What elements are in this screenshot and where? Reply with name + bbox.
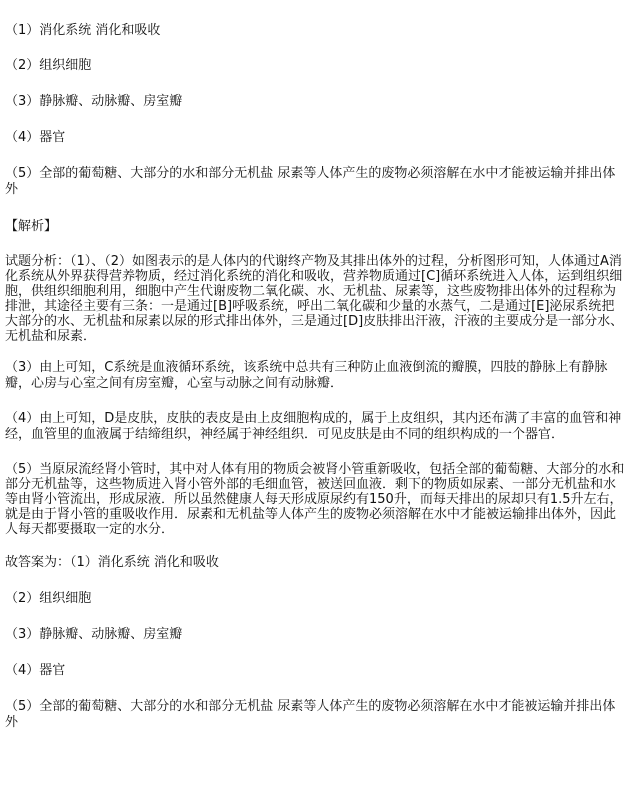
analysis-heading: 【解析】 <box>5 219 58 234</box>
answer-top-2: （2）组织细胞 <box>5 58 92 73</box>
answer-bottom-4: （4）器官 <box>5 663 66 678</box>
answer-top-1: （1）消化系统 消化和吸收 <box>5 23 161 38</box>
analysis-paragraph-4: （5）当原尿流经肾小管时，其中对人体有用的物质会被肾小管重新吸收，包括全部的葡萄糖、大部分的水和部分无机盐等，这些物质进入肾小管外部的毛细血管，被送回血液．剩下的物质如尿素、一部分无机盐和水等由肾小管流出，形成尿液．所以虽然健康人每天形成原尿约有150升，而每天排出的尿却只有1.5升左右，就是由于肾小管的重吸收作用．尿素和无机盐等人体产生的废物必须溶解在水中才能被运输排出体外，因此人每天都要摄取一定的水分． <box>5 462 625 537</box>
analysis-paragraph-3: （4）由上可知，D是皮肤，皮肤的表皮是由上皮细胞构成的，属于上皮组织，其内还布满了丰富的血管和神经，血管里的血液属于结缔组织，神经属于神经组织．可见皮肤是由不同的组织构成的一个器官． <box>5 411 622 442</box>
answer-bottom-2: （2）组织细胞 <box>5 591 92 606</box>
answer-top-5: （5）全部的葡萄糖、大部分的水和部分无机盐 尿素等人体产生的废物必须溶解在水中才能被运输并排出体外 <box>5 166 616 197</box>
answer-top-4: （4）器官 <box>5 130 66 145</box>
analysis-paragraph-2: （3）由上可知，C系统是血液循环系统，该系统中总共有三种防止血液倒流的瓣膜，四肢的静脉上有静脉瓣，心房与心室之间有房室瓣，心室与动脉之间有动脉瓣． <box>5 360 608 391</box>
answer-top-3: （3）静脉瓣、动脉瓣、房室瓣 <box>5 94 183 109</box>
answer-bottom-3: （3）静脉瓣、动脉瓣、房室瓣 <box>5 627 183 642</box>
analysis-paragraph-1: 试题分析：（1）、（2）如图表示的是人体内的代谢终产物及其排出体外的过程，分析图形可知，人体通过A消化系统从外界获得营养物质，经过消化系统的消化和吸收，营养物质通过[C]循环系统进入人体，运到组织细胞，供组织细胞利用，细胞中产生代谢废物二氧化碳、水、无机盐、尿素等，这些废物排出体外的过程称为排泄，其途径主要有三条：一是通过[B]呼吸系统，呼出二氧化碳和少量的水蒸气，二是通过[E]泌尿系统把大部分的水、无机盐和尿素以尿的形式排出体外，三是通过[D]皮肤排出汗液，汗液的主要成分是一部分水、无机盐和尿素． <box>5 254 624 344</box>
answer-bottom-5: （5）全部的葡萄糖、大部分的水和部分无机盐 尿素等人体产生的废物必须溶解在水中才能被运输并排出体外 <box>5 699 616 730</box>
answer-bottom-1: 故答案为：（1）消化系统 消化和吸收 <box>5 555 219 570</box>
